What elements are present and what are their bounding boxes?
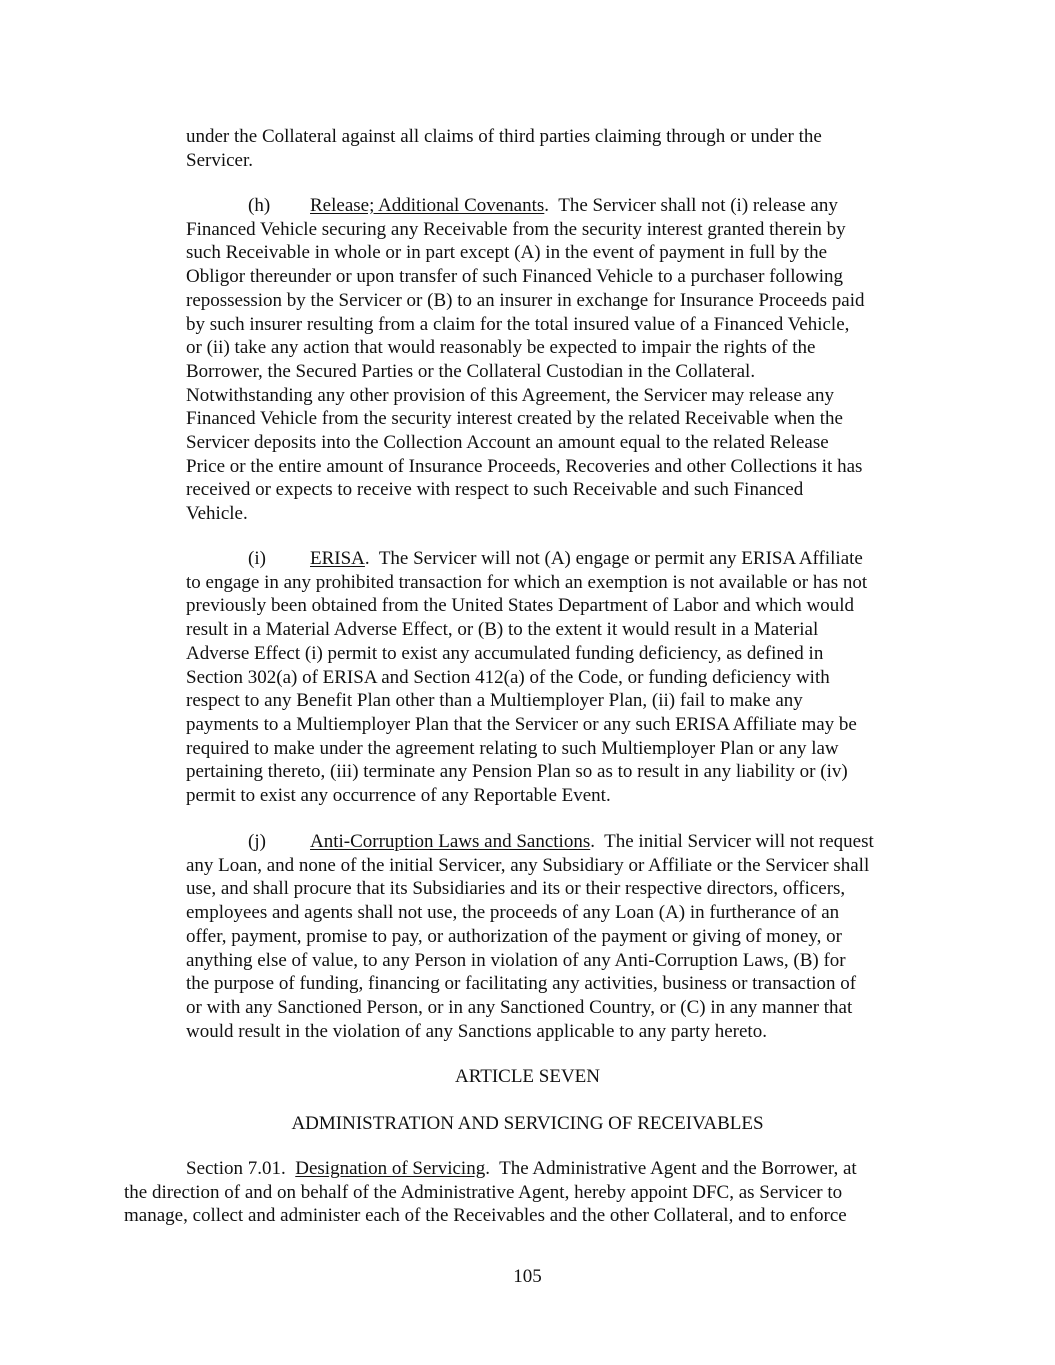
- text-line: The Administrative Agent and the Borrower, at: [499, 1158, 857, 1179]
- clause-i-heading: ERISA: [310, 548, 365, 569]
- text-line: Financed Vehicle from the security interest created by the related Receivable when the: [186, 408, 843, 430]
- text-line: Section 302(a) of ERISA and Section 412(a) of the Code, or funding deficiency with: [186, 666, 830, 688]
- text-line: result in a Material Adverse Effect, or (B) to the extent it would result in a Material: [186, 619, 819, 641]
- text-line: the direction of and on behalf of the Administrative Agent, hereby appoint DFC, as Servicer to: [124, 1181, 843, 1203]
- text-line: respect to any Benefit Plan other than a Multiemployer Plan, (ii) fail to make any: [186, 690, 803, 712]
- clause-j-label: (j): [248, 831, 266, 852]
- clause-h: [186, 194, 946, 526]
- article-title: ARTICLE SEVEN: [454, 1066, 601, 1087]
- text-line: The Servicer will not (A) engage or permit any ERISA Affiliate: [378, 548, 863, 569]
- text-line: to engage in any prohibited transaction for which an exemption is not available or has not: [186, 571, 868, 593]
- clause-j-first-line: (j) Anti-Corruption Laws and Sanctions. The initial Servicer will not request: [248, 831, 874, 852]
- text-line: Vehicle.: [186, 503, 248, 525]
- text-line: Price or the entire amount of Insurance Proceeds, Recoveries and other Collections it has: [186, 455, 863, 477]
- section-7-01: [124, 1157, 944, 1228]
- text-line: employees and agents shall not use, the proceeds of any Loan (A) in furtherance of an: [186, 902, 840, 924]
- text-line: payments to a Multiemployer Plan that the Servicer or any such ERISA Affiliate may be: [186, 713, 857, 735]
- text-line: permit to exist any occurrence of any Reportable Event.: [186, 785, 611, 807]
- text-line: Borrower, the Secured Parties or the Collateral Custodian in the Collateral.: [186, 360, 756, 382]
- clause-j: [186, 830, 946, 1043]
- text-line: or (ii) take any action that would reasonably be expected to impair the rights of the: [186, 337, 816, 359]
- text-line: The Servicer shall not (i) release any: [558, 195, 838, 216]
- text-line: Obligor thereunder or upon transfer of such Financed Vehicle to a purchaser following: [186, 266, 844, 288]
- text-line: such Receivable in whole or in part except (A) in the event of payment in full by the: [186, 242, 828, 264]
- text-line: Financed Vehicle securing any Receivable from the security interest granted therein by: [186, 218, 846, 240]
- clause-j-heading: Anti-Corruption Laws and Sanctions: [310, 831, 591, 852]
- text-line: Notwithstanding any other provision of this Agreement, the Servicer may release any: [186, 384, 834, 406]
- clause-i-label: (i): [248, 548, 266, 569]
- text-line: use, and shall procure that its Subsidiaries and its or their respective directors, officers,: [186, 878, 846, 900]
- text-line: would result in the violation of any Sanctions applicable to any party hereto.: [186, 1020, 767, 1042]
- text-line: required to make under the agreement relating to such Multiemployer Plan or any law: [186, 737, 839, 759]
- clause-i-first-line: (i) ERISA. The Servicer will not (A) engage or permit any ERISA Affiliate: [248, 548, 863, 569]
- clause-h-label: (h): [248, 195, 271, 216]
- text-line: offer, payment, promise to pay, or authorization of the payment or giving of money, or: [186, 925, 842, 947]
- page-number: 105: [513, 1266, 542, 1287]
- text-line: Servicer deposits into the Collection Account an amount equal to the related Release: [186, 432, 829, 454]
- continued-paragraph: [186, 125, 946, 172]
- text-line: manage, collect and administer each of the Receivables and the other Collateral, and to enforce: [124, 1205, 847, 1227]
- text-line: any Loan, and none of the initial Servicer, any Subsidiary or Affiliate or the Servicer shall: [186, 854, 870, 876]
- text-line: anything else of value, to any Person in violation of any Anti-Corruption Laws, (B) for: [186, 949, 846, 971]
- text-line: received or expects to receive with respect to such Receivable and such Financed: [186, 479, 804, 501]
- text-line: under the Collateral against all claims of third parties claiming through or under the: [186, 126, 822, 147]
- text-line: the purpose of funding, financing or facilitating any activities, business or transaction of: [186, 973, 857, 995]
- text-line: Adverse Effect (i) permit to exist any accumulated funding deficiency, as defined in: [186, 642, 824, 664]
- text-line: or with any Sanctioned Person, or in any Sanctioned Country, or (C) in any manner that: [186, 996, 853, 1018]
- clause-h-heading: Release; Additional Covenants: [310, 195, 545, 216]
- text-line: repossession by the Servicer or (B) to an insurer in exchange for Insurance Proceeds paid: [186, 289, 865, 311]
- text-line: pertaining thereto, (iii) terminate any Pension Plan so as to result in any liability or (iv): [186, 761, 848, 783]
- section-7-01-first-line: Section 7.01. Designation of Servicing. The Administrative Agent and the Borrower, at: [186, 1158, 857, 1179]
- text-line: by such insurer resulting from a claim for the total insured value of a Financed Vehicle,: [186, 313, 850, 335]
- text-line: previously been obtained from the United States Department of Labor and which would: [186, 595, 854, 617]
- text-line: Servicer.: [186, 149, 254, 171]
- section-heading: Designation of Servicing: [295, 1158, 486, 1179]
- article-subtitle: ADMINISTRATION AND SERVICING OF RECEIVABLES: [291, 1113, 764, 1134]
- text-line: The initial Servicer will not request: [604, 831, 874, 852]
- section-number: Section 7.01.: [186, 1158, 286, 1179]
- clause-i: [186, 547, 946, 808]
- clause-h-first-line: (h) Release; Additional Covenants. The Servicer shall not (i) release any: [248, 195, 838, 216]
